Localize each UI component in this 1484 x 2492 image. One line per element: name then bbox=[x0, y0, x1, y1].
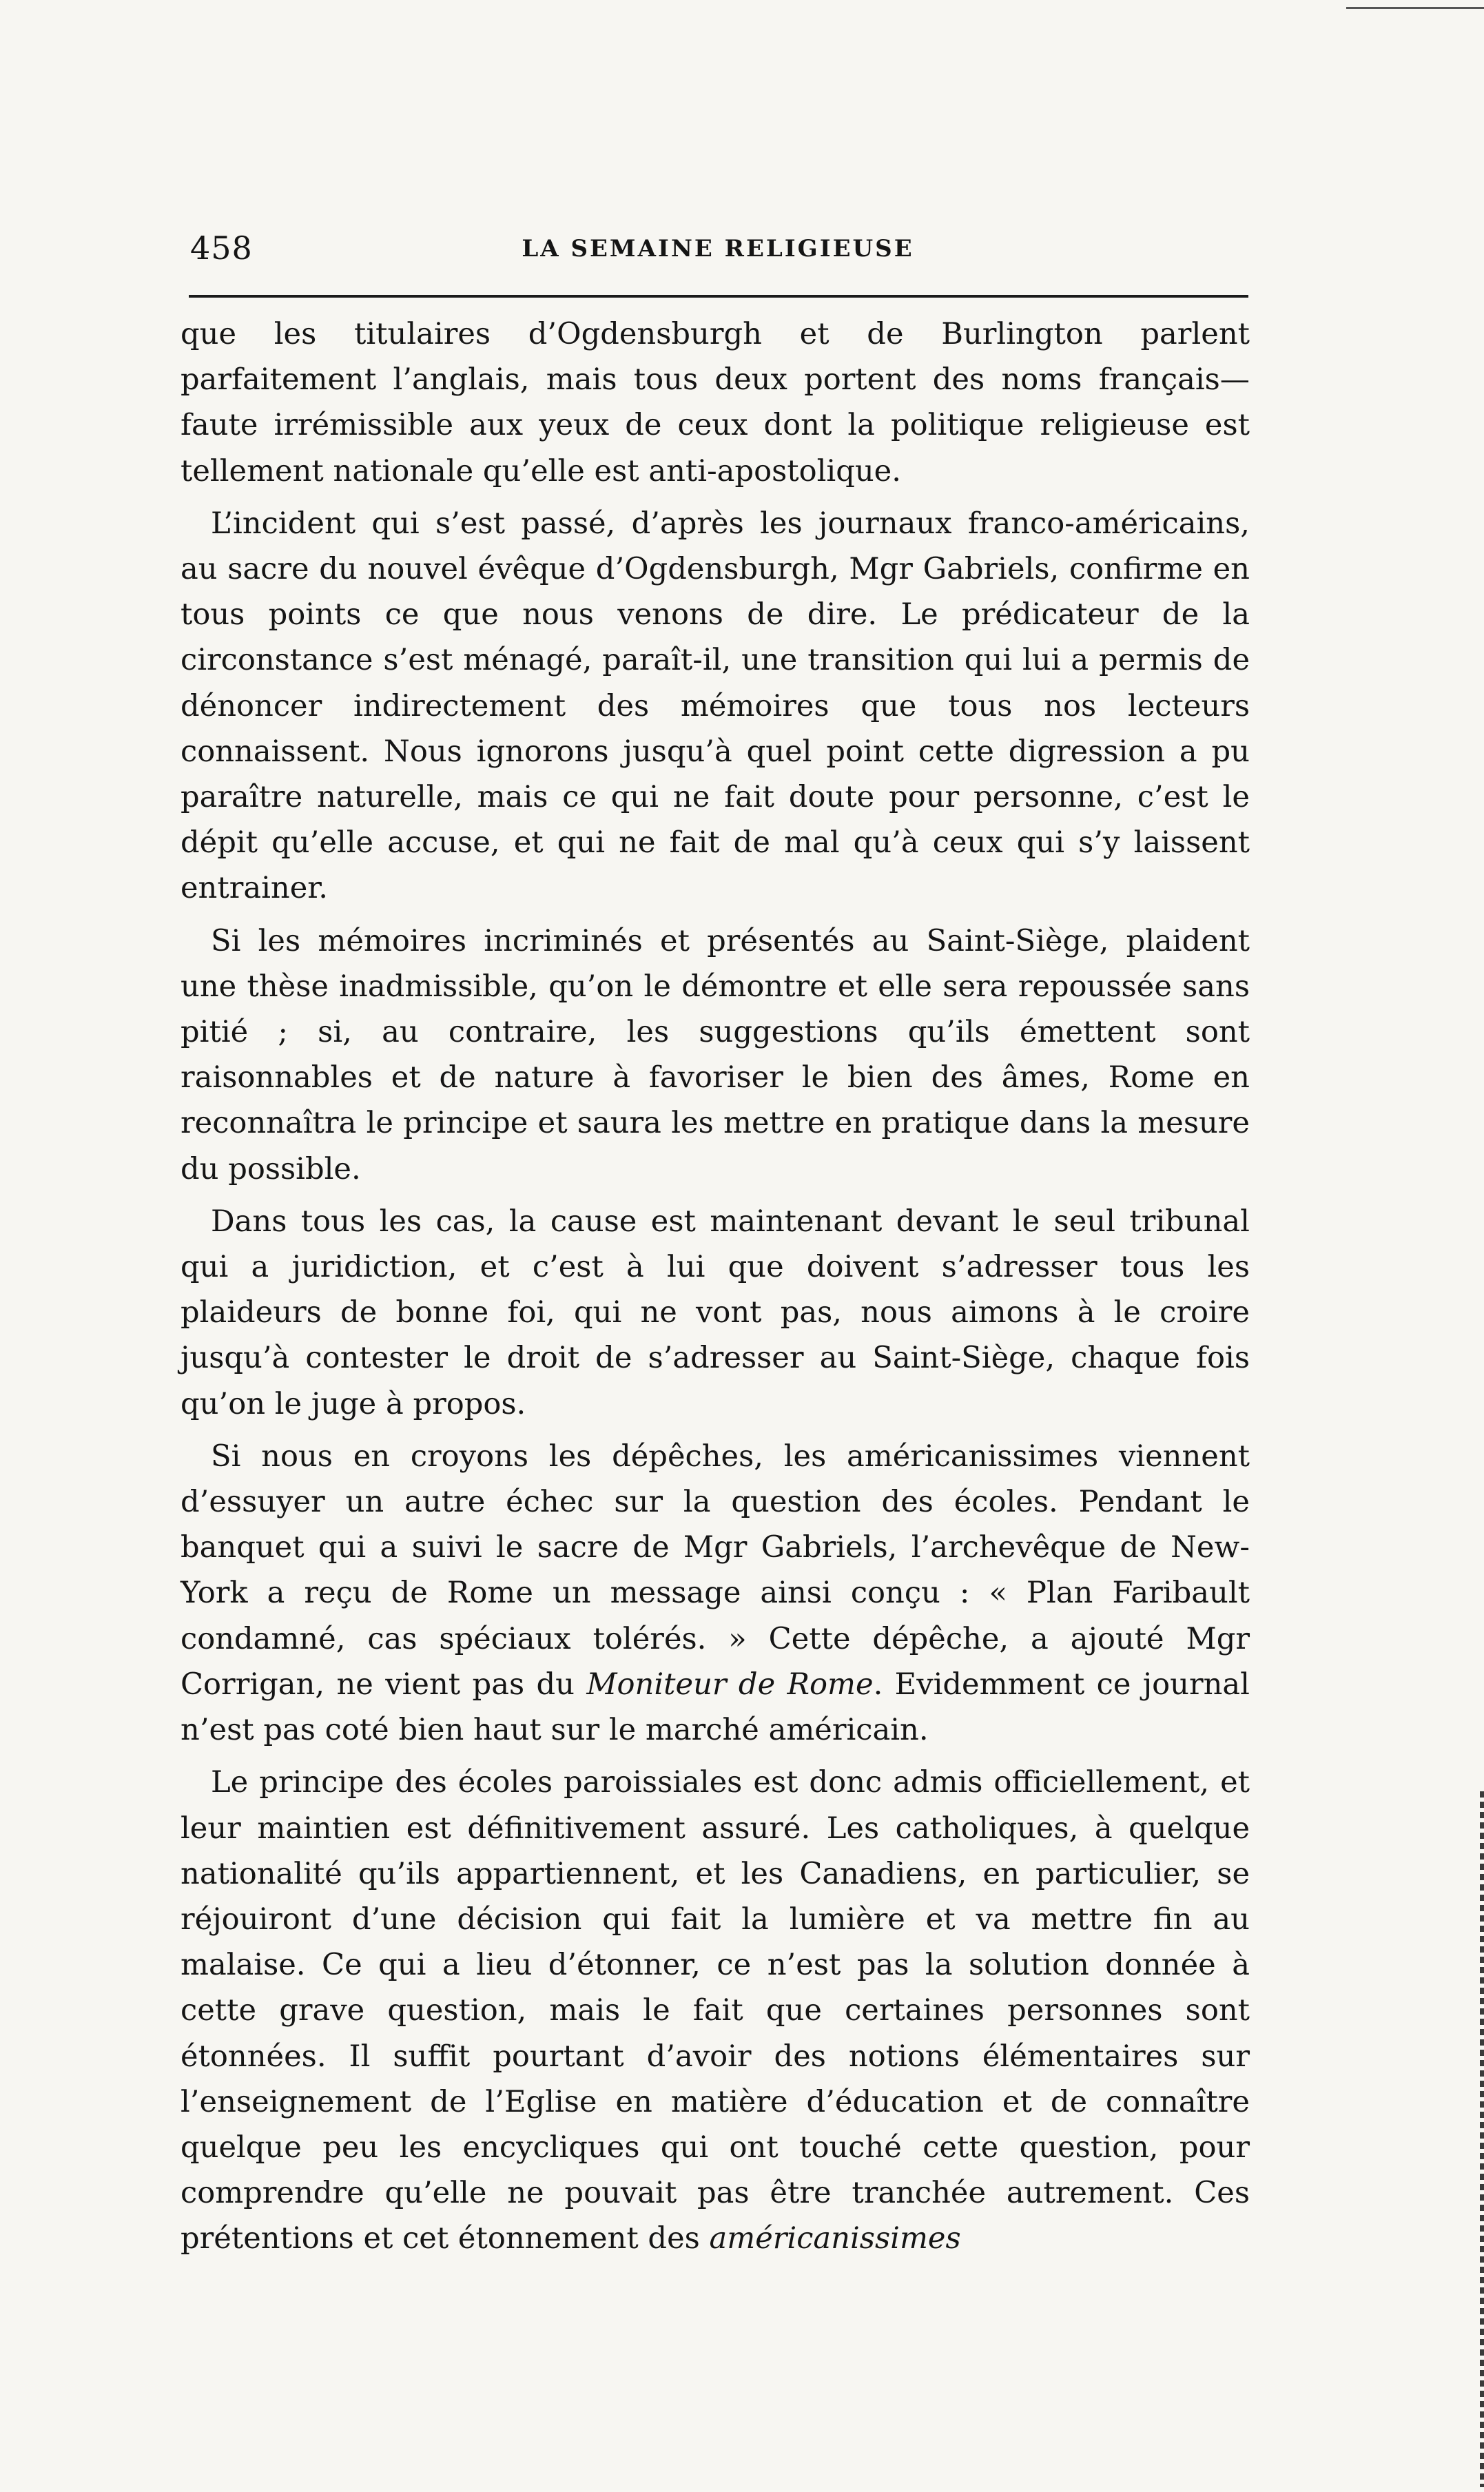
paragraph-4: Dans tous les cas, la cause est maintenant devant le seul tribunal qui a juridiction, et c’est à lui que doivent s’adresser tous les plaideurs de bonne foi, qui ne vont pas, nous aimons à le croire jusqu’à contester le droit de s’adresser au Saint-Siège, chaque fois qu’on le juge à propos. bbox=[181, 1204, 1250, 1421]
body-text bbox=[181, 311, 1250, 2269]
italic-moniteur-de-rome: Moniteur de Rome bbox=[586, 1667, 874, 1702]
running-title: LA SEMAINE RELIGIEUSE bbox=[522, 235, 914, 262]
scan-edge-mark bbox=[1480, 1791, 1484, 2487]
scan-edge-line bbox=[1346, 7, 1484, 9]
paragraph-5-text: Si nous en croyons les dépêches, les américanissimes viennent d’essuyer un autre échec sur la question des écoles. Pendant le banquet qui a suivi le sacre de Mgr Gabriels, l’archevêque de New-York a reçu de Rome un message ainsi conçu : « Plan Faribault condamné, cas spéciaux tolérés. » Cette dépêche, a ajouté Mgr Corrigan, ne vient pas du bbox=[181, 1439, 1250, 1702]
paragraph-5-tail: . Evidemment ce journal n’est pas coté bien haut sur le marché américain. bbox=[181, 1667, 1250, 1748]
paragraph-6-text: Le principe des écoles paroissiales est donc admis officiellement, et leur maintien est définitivement assuré. Les catholiques, à quelque nationalité qu’ils appartiennent, et les Canadiens, en particulier, se réjouiront d’une décision qui fait la lumière et va mettre fin au malaise. Ce qui a lieu d’étonner, ce n’est pas la solution donnée à cette grave question, mais le fait que certaines personnes sont étonnées. Il suffit pourtant d’avoir des notions élémentaires sur l’enseignement de l’Eglise en matière d’éducation et de connaître quelque peu les encycliques qui ont touché cette question, pour comprendre qu’elle ne pouvait pas être tranchée autrement. Ces prétentions et cet étonnement des bbox=[181, 1765, 1250, 2256]
page-header bbox=[181, 227, 1255, 276]
paragraph-2: L’incident qui s’est passé, d’après les journaux franco-américains, au sacre du nouvel évêque d’Ogdensburgh, Mgr Gabriels, confirme en tous points ce que nous venons de dire. Le prédicateur de la circonstance s’est ménagé, paraît-il, une transition qui lui a permis de dénoncer indirectement des mémoires que tous nos lecteurs connaissent. Nous ignorons jusqu’à quel point cette digression a pu paraître naturelle, mais ce qui ne fait doute pour personne, c’est le dépit qu’elle accuse, et qui ne fait de mal qu’à ceux qui s’y laissent entrainer. bbox=[181, 506, 1250, 906]
paragraph-1: que les titulaires d’Ogdensburgh et de Burlington parlent parfaitement l’anglais, mais tous deux portent des noms français—faute irrémissible aux yeux de ceux dont la politique religieuse est tellement nationale qu’elle est anti-apostolique. bbox=[181, 317, 1250, 488]
page-number: 458 bbox=[190, 229, 253, 267]
paragraph-5 bbox=[181, 1434, 1250, 1753]
header-rule bbox=[189, 295, 1248, 298]
paragraph-3: Si les mémoires incriminés et présentés au Saint-Siège, plaident une thèse inadmissible, qu’on le démontre et elle sera repoussée sans pitié ; si, au contraire, les suggestions qu’ils émettent sont raisonnables et de nature à favoriser le bien des âmes, Rome en reconnaîtra le principe et saura les mettre en pratique dans la mesure du possible. bbox=[181, 923, 1250, 1186]
italic-americanissimes: américanissimes bbox=[709, 2221, 961, 2256]
paragraph-6 bbox=[181, 1760, 1250, 2261]
